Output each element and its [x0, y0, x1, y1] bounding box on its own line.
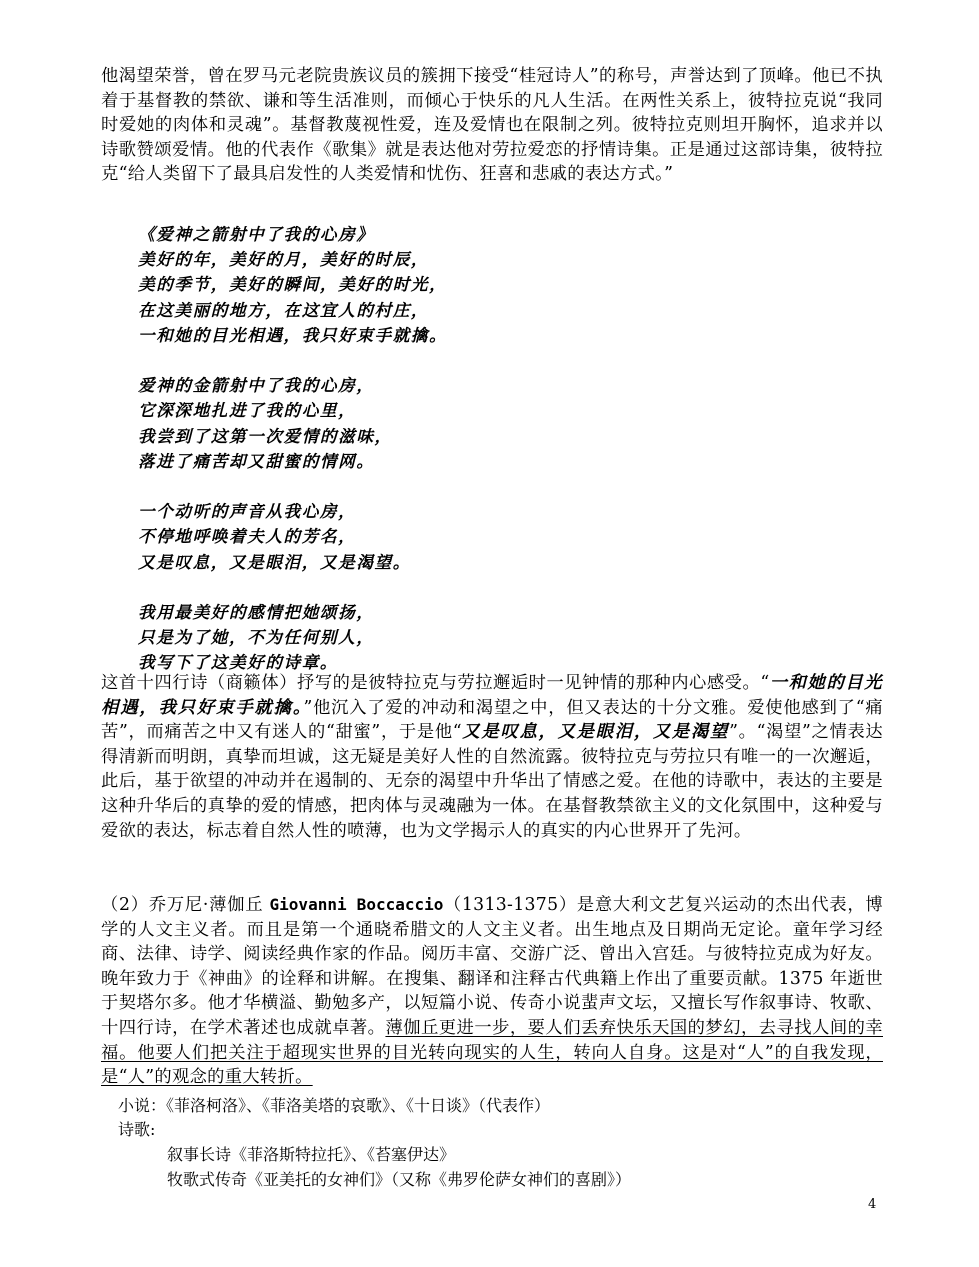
poem-line: 我尝到了这第一次爱情的滋味，: [138, 425, 393, 446]
english-name: Giovanni Boccaccio: [269, 895, 444, 914]
stanza-gap: [138, 348, 447, 373]
poem: [138, 222, 447, 676]
underlined-statement: 薄伽丘更进一步，要人们丢弃快乐天国的梦幻，去寻找人间的幸福。他要人们把关注于超现实世界的目光转向现实的人生，转向人自身。这是对“人”的自我发现，是“人”的观念的重大转折。: [101, 1017, 883, 1088]
section-lead: （2）乔万尼·薄伽丘: [101, 895, 270, 915]
page-number: 4: [868, 1197, 877, 1212]
poem-line: 在这美丽的地方，在这宜人的村庄，: [138, 299, 430, 320]
quoted-line: 又是叹息，又是眼泪，又是渴望: [461, 722, 730, 743]
analysis-paragraph: [101, 671, 883, 843]
poem-line: 它深深地扎进了我的心里，: [138, 400, 357, 421]
boccaccio-paragraph: [101, 893, 883, 1090]
stanza-gap: [138, 474, 447, 499]
poem-line: 美的季节，美好的瞬间，美好的时光，: [138, 274, 448, 295]
stanza-gap: [138, 575, 447, 600]
poem-title: 《爱神之箭射中了我的心房》: [138, 224, 375, 244]
quoted-line: 一和她的目光相遇，我只好束手就擒。: [101, 673, 883, 718]
poem-line: 美好的年，美好的月，美好的时辰，: [138, 249, 430, 270]
analysis-text: 这首十四行诗（商籁体）抒写的是彼特拉克与劳拉邂逅时一见钟情的那种内心感受。“: [101, 673, 770, 693]
poem-line: 一和她的目光相遇，我只好束手就擒。: [138, 324, 448, 345]
poem-line: 爱神的金箭射中了我的心房，: [138, 375, 375, 396]
poem-line: 又是叹息，又是眼泪，又是渴望。: [138, 551, 411, 572]
boccaccio-text: （1313-1375）是意大利文艺复兴运动的杰出代表，博学的人文主义者。而且是第一个通晓希腊文的人文主义者。出生地点及日期尚无定论。童年学习经商、法律、诗学、阅读经典作家的作品。阅历丰富、交游广泛、曾出入宫廷。与彼特拉克成为好友。晚年致力于《神曲》的诠释和讲解。在搜集、翻译和注释古代典籍上作出了重要贡献。1375 年逝世于契塔尔多。他才华横溢、勤勉多产，以短篇小说、传奇小说蜚声文坛，又擅长写作叙事诗、牧歌、十四行诗，在学术著述也成就卓著。: [101, 895, 884, 1038]
intro-paragraph: 他渴望荣誉，曾在罗马元老院贵族议员的簇拥下接受“桂冠诗人”的称号，声誉达到了顶峰。他已不执着于基督教的禁欲、谦和等生活准则，而倾心于快乐的凡人生活。在两性关系上，彼特拉克说“我同时爱她的肉体和灵魂”。基督教蔑视性爱，连及爱情也在限制之列。彼特拉克则坦开胸怀，追求并以诗歌赞颂爱情。他的代表作《歌集》就是表达他对劳拉爱恋的抒情诗集。正是通过这部诗集，彼特拉克“给人类留下了最具启发性的人类爱情和忧伤、狂喜和悲戚的表达方式。”: [101, 66, 883, 185]
poem-line: 落进了痛苦却又甜蜜的情网。: [138, 450, 375, 471]
works-pastoral: 牧歌式传奇《亚美托的女神们》（又称《弗罗伦萨女神们的喜剧》）: [167, 1170, 632, 1189]
works-narrative: 叙事长诗《菲洛斯特拉托》、《苔塞伊达》: [167, 1145, 456, 1164]
poem-line: 不停地呼唤着夫人的芳名，: [138, 526, 357, 547]
poem-line: 我写下了这美好的诗章。: [138, 652, 339, 673]
analysis-text: ”。“渴望”之情表达得清新而明朗，真挚而坦诚，这无疑是美好人性的自然流露。彼特拉克与劳拉只有唯一的一次邂逅，此后，基于欲望的冲动并在遏制的、无奈的渴望中升华出了情感之爱。在他的诗歌中，表达的主要是这种升华后的真挚的爱的情感，把肉体与灵魂融为一体。在基督教禁欲主义的文化氛围中，这种爱与爱欲的表达，标志着自然人性的喷薄，也为文学揭示人的真实的内心世界开了先河。: [101, 722, 883, 841]
poem-line: 一个动听的声音从我心房，: [138, 501, 357, 522]
analysis-text: ”他沉入了爱的冲动和渴望之中，但又表达的十分文雅。爱使他感到了“痛苦”，而痛苦之中又有迷人的“甜蜜”，于是他“: [101, 697, 883, 743]
poem-line: 我用最美好的感情把她颂扬，: [138, 602, 375, 623]
works-poetry-label: 诗歌:: [118, 1120, 156, 1139]
works-novels: 小说：《菲洛柯洛》、《菲洛美塔的哀歌》、《十日谈》（代表作）: [118, 1096, 551, 1115]
poem-line: 只是为了她，不为任何别人，: [138, 627, 375, 648]
